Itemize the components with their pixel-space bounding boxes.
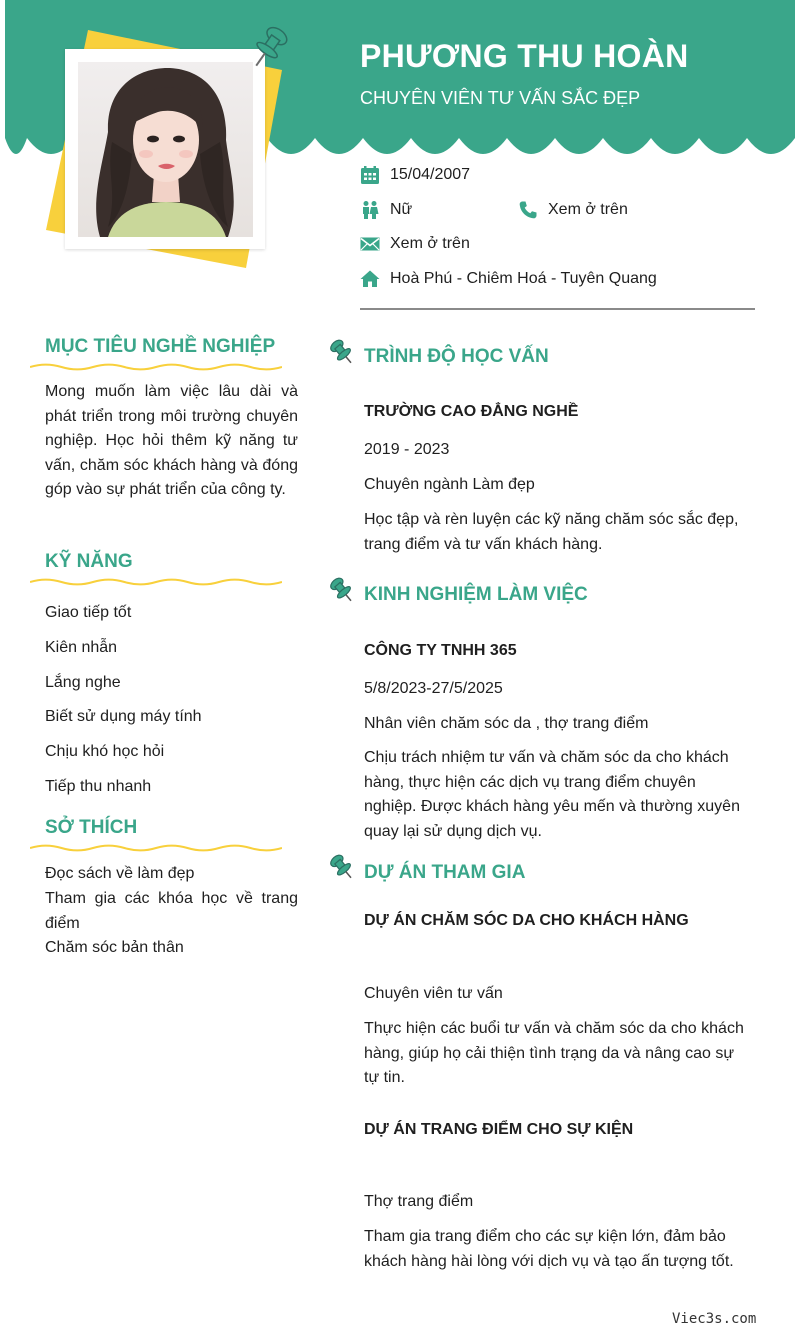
phone-icon bbox=[518, 200, 538, 220]
hobby-item: Tham gia các khóa học về trang điểm bbox=[45, 890, 298, 932]
avatar-frame bbox=[65, 49, 265, 249]
education-major: Chuyên ngành Làm đẹp bbox=[364, 476, 535, 493]
skills-item: Tiếp thu nhanh bbox=[45, 778, 152, 795]
experience-company: CÔNG TY TNHH 365 bbox=[364, 642, 517, 659]
email-value: Xem ở trên bbox=[390, 235, 470, 252]
address-row bbox=[360, 269, 657, 289]
pushpin-icon bbox=[248, 24, 292, 74]
gender-row bbox=[360, 200, 412, 220]
footer-watermark: Viec3s.com bbox=[672, 1311, 757, 1327]
skills-item: Giao tiếp tốt bbox=[45, 604, 132, 621]
hobbies-heading: SỞ THÍCH bbox=[45, 817, 138, 838]
gender-icon bbox=[360, 200, 380, 220]
project-description: Tham gia trang điểm cho các sự kiện lớn, đảm bảo khách hàng hài lòng với dịch vụ và tạo ấn tượng tốt. bbox=[364, 1228, 734, 1270]
contact-divider bbox=[360, 308, 755, 310]
phone-value: Xem ở trên bbox=[548, 201, 628, 218]
pushpin-icon bbox=[328, 853, 356, 883]
profile-title: CHUYÊN VIÊN TƯ VẤN SẮC ĐẸP bbox=[360, 88, 641, 108]
experience-description: Chịu trách nhiệm tư vấn và chăm sóc da cho khách hàng, thực hiện các dịch vụ trang điểm chuyên nghiệp. Được khách hàng yêu mến và thường xuyên quay lại sử dụng dịch vụ. bbox=[364, 749, 740, 840]
hobby-item: Đọc sách về làm đẹp bbox=[45, 865, 195, 882]
profile-name: PHƯƠNG THU HOÀN bbox=[360, 38, 689, 74]
experience-heading: KINH NGHIỆM LÀM VIỆC bbox=[364, 584, 588, 605]
project-name: DỰ ÁN TRANG ĐIỂM CHO SỰ KIỆN bbox=[364, 1121, 634, 1138]
section-underline bbox=[30, 362, 282, 372]
mail-icon bbox=[360, 234, 380, 254]
education-description: Học tập và rèn luyện các kỹ năng chăm sóc sắc đẹp, trang điểm và tư vấn khách hàng. bbox=[364, 511, 739, 553]
skills-item: Lắng nghe bbox=[45, 674, 121, 691]
address-value: Hoà Phú - Chiêm Hoá - Tuyên Quang bbox=[390, 270, 657, 287]
gender-value: Nữ bbox=[390, 201, 413, 218]
experience-position: Nhân viên chăm sóc da , thợ trang điểm bbox=[364, 715, 649, 732]
education-school: TRƯỜNG CAO ĐẲNG NGHỀ bbox=[364, 403, 579, 420]
section-underline bbox=[30, 843, 282, 853]
project-name: DỰ ÁN CHĂM SÓC DA CHO KHÁCH HÀNG bbox=[364, 912, 689, 929]
objective-text: Mong muốn làm việc lâu dài và phát triển trong môi trường chuyên nghiệp. Học hỏi thêm kỹ năng tư vấn, chăm sóc khách hàng và đóng góp vào sự phát triển của công ty. bbox=[45, 383, 298, 499]
project-role: Thợ trang điểm bbox=[364, 1193, 474, 1210]
pushpin-icon bbox=[328, 338, 356, 368]
avatar bbox=[78, 62, 253, 237]
section-underline bbox=[30, 577, 282, 587]
hobby-item: Chăm sóc bản thân bbox=[45, 939, 184, 956]
birthday-value: 15/04/2007 bbox=[390, 166, 471, 183]
skills-heading: KỸ NĂNG bbox=[45, 551, 133, 572]
skills-item: Chịu khó học hỏi bbox=[45, 743, 165, 760]
skills-item: Biết sử dụng máy tính bbox=[45, 708, 202, 725]
calendar-icon bbox=[360, 165, 380, 185]
education-period: 2019 - 2023 bbox=[364, 441, 450, 458]
projects-heading: DỰ ÁN THAM GIA bbox=[364, 862, 526, 883]
objective-heading: MỤC TIÊU NGHỀ NGHIỆP bbox=[45, 336, 276, 357]
project-role: Chuyên viên tư vấn bbox=[364, 985, 503, 1002]
birthday-row bbox=[360, 165, 470, 185]
email-row bbox=[360, 234, 470, 254]
phone-row bbox=[518, 200, 628, 220]
experience-period: 5/8/2023-27/5/2025 bbox=[364, 680, 503, 697]
project-description: Thực hiện các buổi tư vấn và chăm sóc da cho khách hàng, giúp họ cải thiện tình trạng da và nâng cao sự tự tin. bbox=[364, 1020, 744, 1087]
skills-item: Kiên nhẫn bbox=[45, 639, 118, 656]
home-icon bbox=[360, 269, 380, 289]
pushpin-icon bbox=[328, 576, 356, 606]
education-heading: TRÌNH ĐỘ HỌC VẤN bbox=[364, 346, 549, 367]
